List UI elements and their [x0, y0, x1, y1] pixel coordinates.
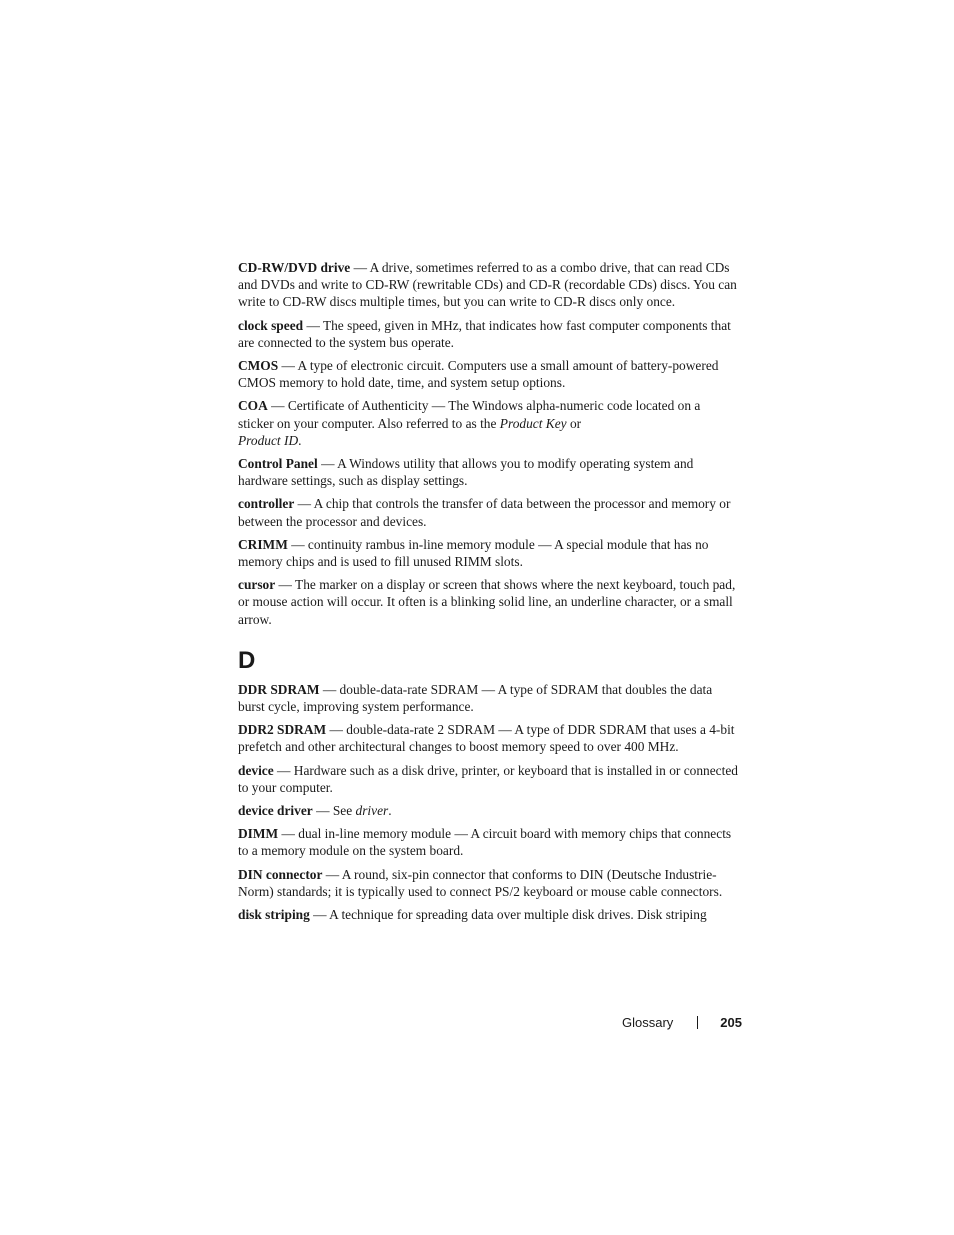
glossary-entry-coa	[238, 397, 738, 449]
glossary-entry-din-connector	[238, 866, 738, 900]
glossary-entry-control-panel	[238, 455, 738, 489]
glossary-definition: — The speed, given in MHz, that indicates how fast computer components that are connected to the system bus operate.	[238, 317, 731, 350]
glossary-entry-ddr2-sdram	[238, 721, 738, 755]
section-heading-d: D	[238, 646, 256, 674]
glossary-term: DIN connector	[238, 866, 323, 882]
page-footer	[560, 1014, 742, 1032]
glossary-entry-controller	[238, 495, 738, 529]
glossary-term: DIMM	[238, 826, 279, 842]
glossary-definition: — A chip that controls the transfer of data between the processor and memory or between the processor and devices.	[238, 496, 731, 529]
glossary-entry-cursor	[238, 576, 738, 628]
glossary-entry-cmos	[238, 357, 738, 391]
glossary-entry-device	[238, 762, 738, 796]
footer-section-title: Glossary	[622, 1015, 674, 1030]
glossary-italic-ref: Product ID	[238, 432, 299, 448]
glossary-definition-connector: or	[566, 415, 582, 431]
glossary-term: CMOS	[238, 358, 279, 374]
glossary-definition-end: .	[388, 803, 392, 819]
glossary-italic-ref: Product Key	[499, 415, 567, 431]
glossary-definition: — A round, six-pin connector that conforms to DIN (Deutsche Industrie-Norm) standards; it is typically used to connect PS/2 keyboard or mouse cable connectors.	[238, 866, 723, 899]
glossary-term: clock speed	[238, 317, 304, 333]
glossary-term: CD-RW/DVD drive	[238, 260, 351, 275]
glossary-term: Control Panel	[238, 456, 318, 472]
glossary-term: device	[238, 762, 274, 778]
glossary-term: device driver	[238, 803, 313, 819]
glossary-entry-clock-speed	[238, 317, 738, 351]
glossary-term: DDR2 SDRAM	[238, 722, 327, 738]
glossary-body	[238, 259, 738, 929]
glossary-term: disk striping	[238, 907, 310, 923]
glossary-definition: — double-data-rate SDRAM — A type of SDRAM that doubles the data burst cycle, improving system performance.	[238, 681, 713, 715]
glossary-definition: — A type of electronic circuit. Computers use a small amount of battery-powered CMOS memory to hold date, time, and system setup options.	[238, 358, 719, 391]
glossary-entry-device-driver	[238, 802, 738, 819]
glossary-definition: — A technique for spreading data over multiple disk drives. Disk striping	[309, 907, 707, 923]
glossary-term: controller	[238, 496, 295, 512]
glossary-term: DDR SDRAM	[238, 681, 320, 697]
glossary-entry-dimm	[238, 825, 738, 859]
glossary-definition: — A Windows utility that allows you to modify operating system and hardware settings, such as display settings.	[238, 456, 694, 489]
glossary-term: CRIMM	[238, 536, 288, 552]
glossary-entry-disk-striping	[238, 906, 738, 923]
glossary-definition: — double-data-rate 2 SDRAM — A type of DDR SDRAM that uses a 4-bit prefetch and other architectural changes to boost memory speed to over 400 MHz.	[238, 722, 735, 755]
glossary-entry-ddr-sdram	[238, 681, 738, 715]
glossary-definition: — Certificate of Authenticity — The Windows alpha-numeric code located on a sticker on your computer. Also referred to as the	[238, 398, 701, 431]
glossary-definition: — The marker on a display or screen that shows where the next keyboard, touch pad, or mouse action will occur. It often is a blinking solid line, an underline character, or a small arrow.	[238, 577, 736, 627]
glossary-definition: — See	[312, 803, 356, 819]
footer-divider	[697, 1016, 698, 1029]
glossary-entry-cd-rw-dvd-drive	[238, 259, 738, 311]
glossary-definition: — Hardware such as a disk drive, printer, or keyboard that is installed in or connected to your computer.	[238, 762, 738, 795]
glossary-italic-ref: driver	[355, 803, 389, 819]
glossary-definition: — dual in-line memory module — A circuit board with memory chips that connects to a memory module on the system board.	[238, 826, 732, 859]
glossary-term: COA	[238, 398, 268, 414]
page-number: 205	[720, 1015, 742, 1030]
glossary-definition: — A drive, sometimes referred to as a combo drive, that can read CDs and DVDs and write to CD-RW (rewritable CDs) and CD-R (recordable CDs) discs. You can write to CD-RW discs multiple times, but you can write to CD-R discs only once.	[238, 260, 737, 310]
glossary-definition-end: .	[298, 432, 302, 448]
glossary-entry-crimm	[238, 536, 738, 570]
glossary-term: cursor	[238, 577, 276, 593]
glossary-definition: — continuity rambus in-line memory module — A special module that has no memory chips and is used to fill unused RIMM slots.	[238, 536, 709, 570]
